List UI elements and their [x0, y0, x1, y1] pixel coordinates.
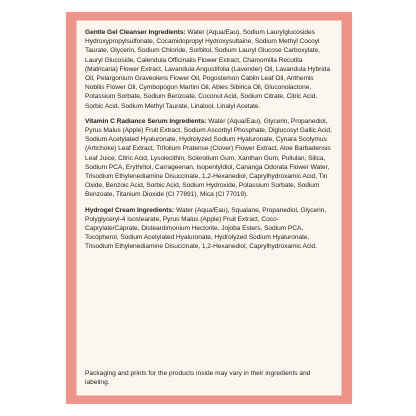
cleanser-ingredients — [85, 28, 333, 111]
section-title: Gentle Gel Cleanser Ingredients: — [85, 29, 188, 36]
product-box — [66, 12, 352, 404]
section-title: Hydrogel Cream Ingredients: — [85, 206, 176, 214]
packaging-disclaimer: Packaging and prints for the products inside may vary in their ingredients and labeling. — [85, 369, 311, 386]
section-text: Water (Aqua/Eau), Sodium Laurylglucosides Hydroxypropylsulfonate, Cocamidopropyl Hydroxysultaine, Sodium Methyl Cocoyl Taurate, Glycerin, Sodium Chloride, Sorbitol, Sodium Lauryl Glucose Carboxylate, Lauryl Glucoside, Calendula Officinalis Flower Extract, Chamomilla Recutita (Matricaria) Flower Extract, Lavandula Angustifolia (Lavender) Oil, Lavandula Hybrida Oil, Pelargonium Graveolens Flower Oil, Pogostemon Cablin Leaf Oil, Anthemis Nobilis Flower Oil, Cymbopogon Martini Oil, Abies Sibirica Oil, Gluconolactone, Potassium Sorbate, Sodium Benzoate, Coconut Acid, Sodium Citrate, Citric Acid, Sorbic Acid, Sodium Methyl Taurate, Linalool, Linalyl Acetate. — [85, 29, 330, 110]
section-title: Vitamin C Radiance Serum Ingredients: — [85, 117, 209, 125]
section-text: Water (Aqua/Eau), Glycerin, Propanediol, Pyrus Malus (Apple) Fruit Extract, Sodium Ascorbyl Phosphate, Diglucosyl Gallic Acid, Sodium Acetylated Hyaluronate, Hydrolyzed Sodium Hyaluronate, Cynara Scolymus (Artichoke) Leaf Extract, Trifolium Pratense (Clover) Flower Extract, Aloe Barbadensis Leaf Juice, Citric Acid, Lysolecithin, Sclerotium Gum, Xanthan Gum, Pullulan, Silica, Sodium PCA, Erythritol, Carrageenan, Isopentyldiol, Cananga Odorata Flower Water, Trisodium Ethylenediamine Disuccinate, 1,2-Hexanediol, Caprylhydroxamic Acid, Tin Oxide, Benzoic Acid, Sorbic Acid, Sodium Hydroxide, Potassium Sorbate, Sodium Benzoate, Titanium Dioxide (CI 77891), Mica (CI 77019). — [85, 117, 332, 199]
serum-ingredients — [85, 117, 333, 200]
ingredients-content — [85, 28, 333, 258]
section-text: Water (Aqua/Eau), Squalane, Propanediol, Glycerin, Polyglyceryl-4 Isostearate, Pyrus Malus (Apple) Fruit Extract, Coco-Caprylate/Caprate, Disteardimonium Hectorite, Jojoba Esters, Sodium PCA, Tocopherol, Sodium Acetylated Hyaluronate, Hydrolyzed Sodium Hyaluronate, Trisodium Ethylenediamine Disuccinate, 1,2-Hexanediol, Caprylhydroxamic Acid. — [85, 206, 327, 251]
cream-ingredients — [85, 206, 333, 252]
ingredients-panel — [76, 20, 342, 396]
